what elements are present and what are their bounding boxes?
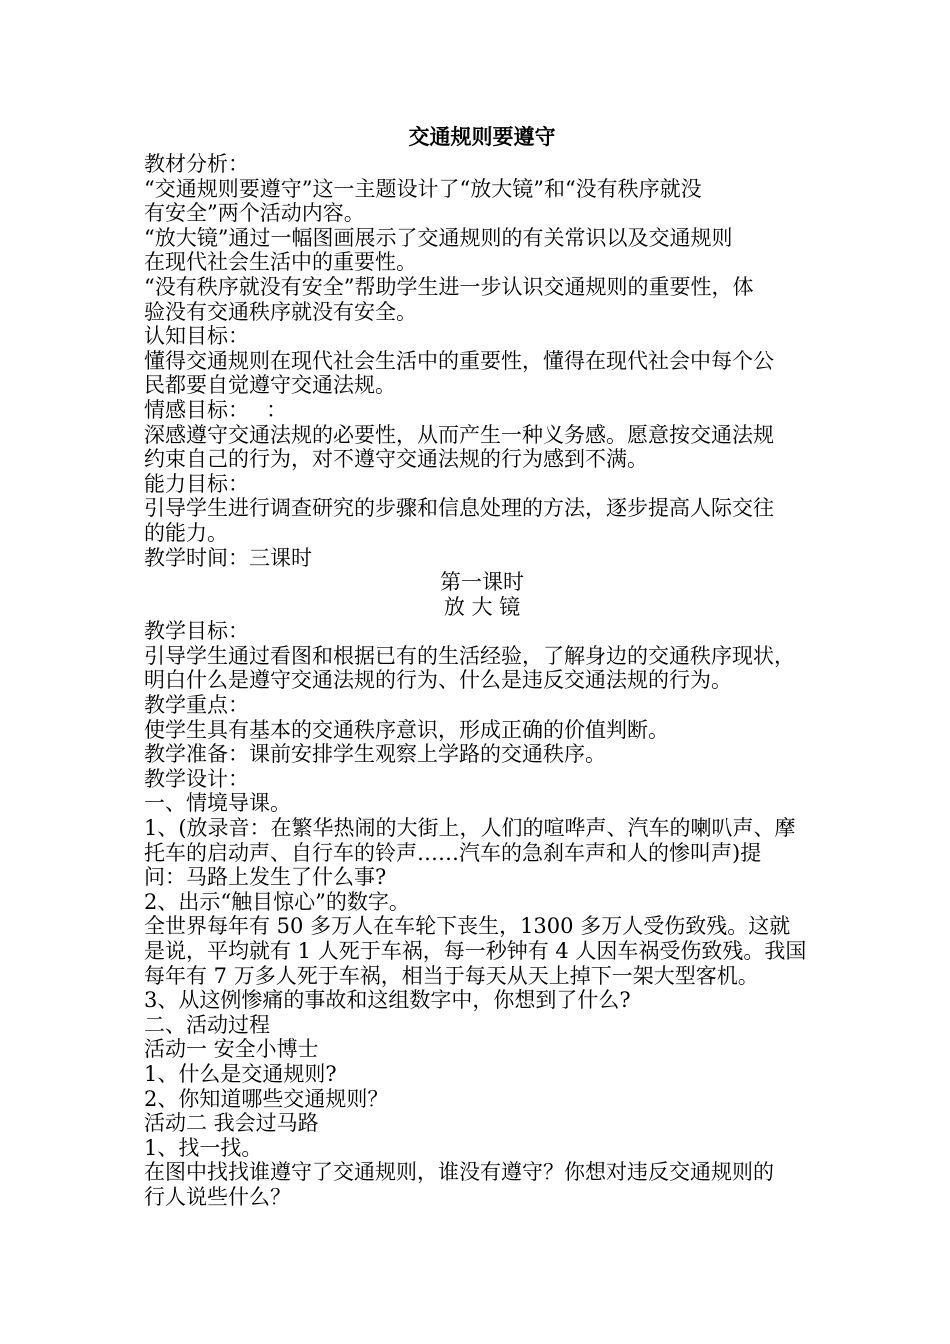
- text-line: 1、什么是交通规则?: [144, 1061, 337, 1086]
- text-line: 能力目标：: [144, 471, 249, 496]
- text-line: 在图中找找谁遵守了交通规则，谁没有遵守？你想对违反交通规则的: [144, 1160, 774, 1185]
- text-line: 1、(放录音：在繁华热闹的大街上，人们的喧哗声、汽车的喇叭声、摩: [144, 816, 796, 841]
- intro-section: [144, 152, 820, 570]
- text-line: 有安全”两个活动内容。: [144, 201, 365, 226]
- lesson-section: [144, 619, 820, 1209]
- text-line: 教学目标：: [144, 619, 249, 644]
- text-line: 教学准备：课前安排学生观察上学路的交通秩序。: [144, 742, 606, 767]
- text-line: 二、活动过程: [144, 1012, 270, 1037]
- text-line: 2、你知道哪些交通规则？: [144, 1086, 389, 1111]
- text-line: 行人说些什么？: [144, 1184, 291, 1209]
- text-line: 教学设计：: [144, 766, 249, 791]
- text-line: 1、找一找。: [144, 1135, 263, 1160]
- text-line: 每年有 7 万多人死于车祸，相当于每天从天上掉下一架大型客机。: [144, 963, 759, 988]
- text-line: 是说，平均就有 1 人死于车祸，每一秒钟有 4 人因车祸受伤致残。我国: [144, 939, 807, 963]
- text-line: “没有秩序就没有安全”帮助学生进一步认识交通规则的重要性，体: [144, 274, 754, 299]
- text-line: 教学时间：三课时: [144, 545, 312, 570]
- text-line: 约束自己的行为，对不遵守交通法规的行为感到不满。: [144, 447, 648, 472]
- text-line: 懂得交通规则在现代社会生活中的重要性，懂得在现代社会中每个公: [144, 348, 774, 373]
- text-line: “交通规则要遵守”这一主题设计了“放大镜”和“没有秩序就没: [144, 176, 702, 201]
- document-title: 交通规则要遵守: [408, 125, 556, 149]
- text-line: 认知目标：: [144, 324, 249, 349]
- lesson-subheading: 放 大 镜: [443, 594, 521, 619]
- text-line: 民都要自觉遵守交通法规。: [144, 373, 396, 398]
- document-body: [144, 122, 820, 1210]
- lesson-heading: 第一课时: [440, 570, 524, 595]
- text-line: 问：马路上发生了什么事?: [144, 865, 387, 890]
- text-line: 活动二 我会过马路: [144, 1111, 319, 1136]
- text-line: 深感遵守交通法规的必要性，从而产生一种义务感。愿意按交通法规: [144, 422, 774, 447]
- text-line: 引导学生通过看图和根据已有的生活经验，了解身边的交通秩序现状，: [144, 643, 795, 668]
- text-line: 引导学生进行调查研究的步骤和信息处理的方法，逐步提高人际交往: [144, 496, 774, 521]
- text-line: 情感目标： ：: [144, 397, 288, 422]
- text-line: 使学生具有基本的交通秩序意识，形成正确的价值判断。: [144, 717, 669, 742]
- text-line: 的能力。: [144, 520, 228, 545]
- text-line: 3、从这例惨痛的事故和这组数字中，你想到了什么?: [144, 988, 631, 1013]
- text-line: 教材分析：: [144, 152, 249, 176]
- text-line: 全世界每年有 50 多万人在车轮下丧生，1300 多万人受伤致残。这就: [144, 914, 791, 939]
- text-line: 验没有交通秩序就没有安全。: [144, 299, 417, 324]
- text-line: 2、出示“触目惊心”的数字。: [144, 889, 410, 914]
- text-line: 在现代社会生活中的重要性。: [144, 250, 417, 275]
- text-line: “放大镜”通过一幅图画展示了交通规则的有关常识以及交通规则: [144, 225, 733, 250]
- text-line: 明白什么是遵守交通法规的行为、什么是违反交通法规的行为。: [144, 668, 732, 693]
- text-line: 一、情境导课。: [144, 791, 291, 816]
- text-line: 托车的启动声、自行车的铃声……汽车的急刹车声和人的惨叫声)提: [144, 840, 762, 865]
- text-line: 活动一 安全小博士: [144, 1037, 319, 1062]
- text-line: 教学重点：: [144, 693, 249, 718]
